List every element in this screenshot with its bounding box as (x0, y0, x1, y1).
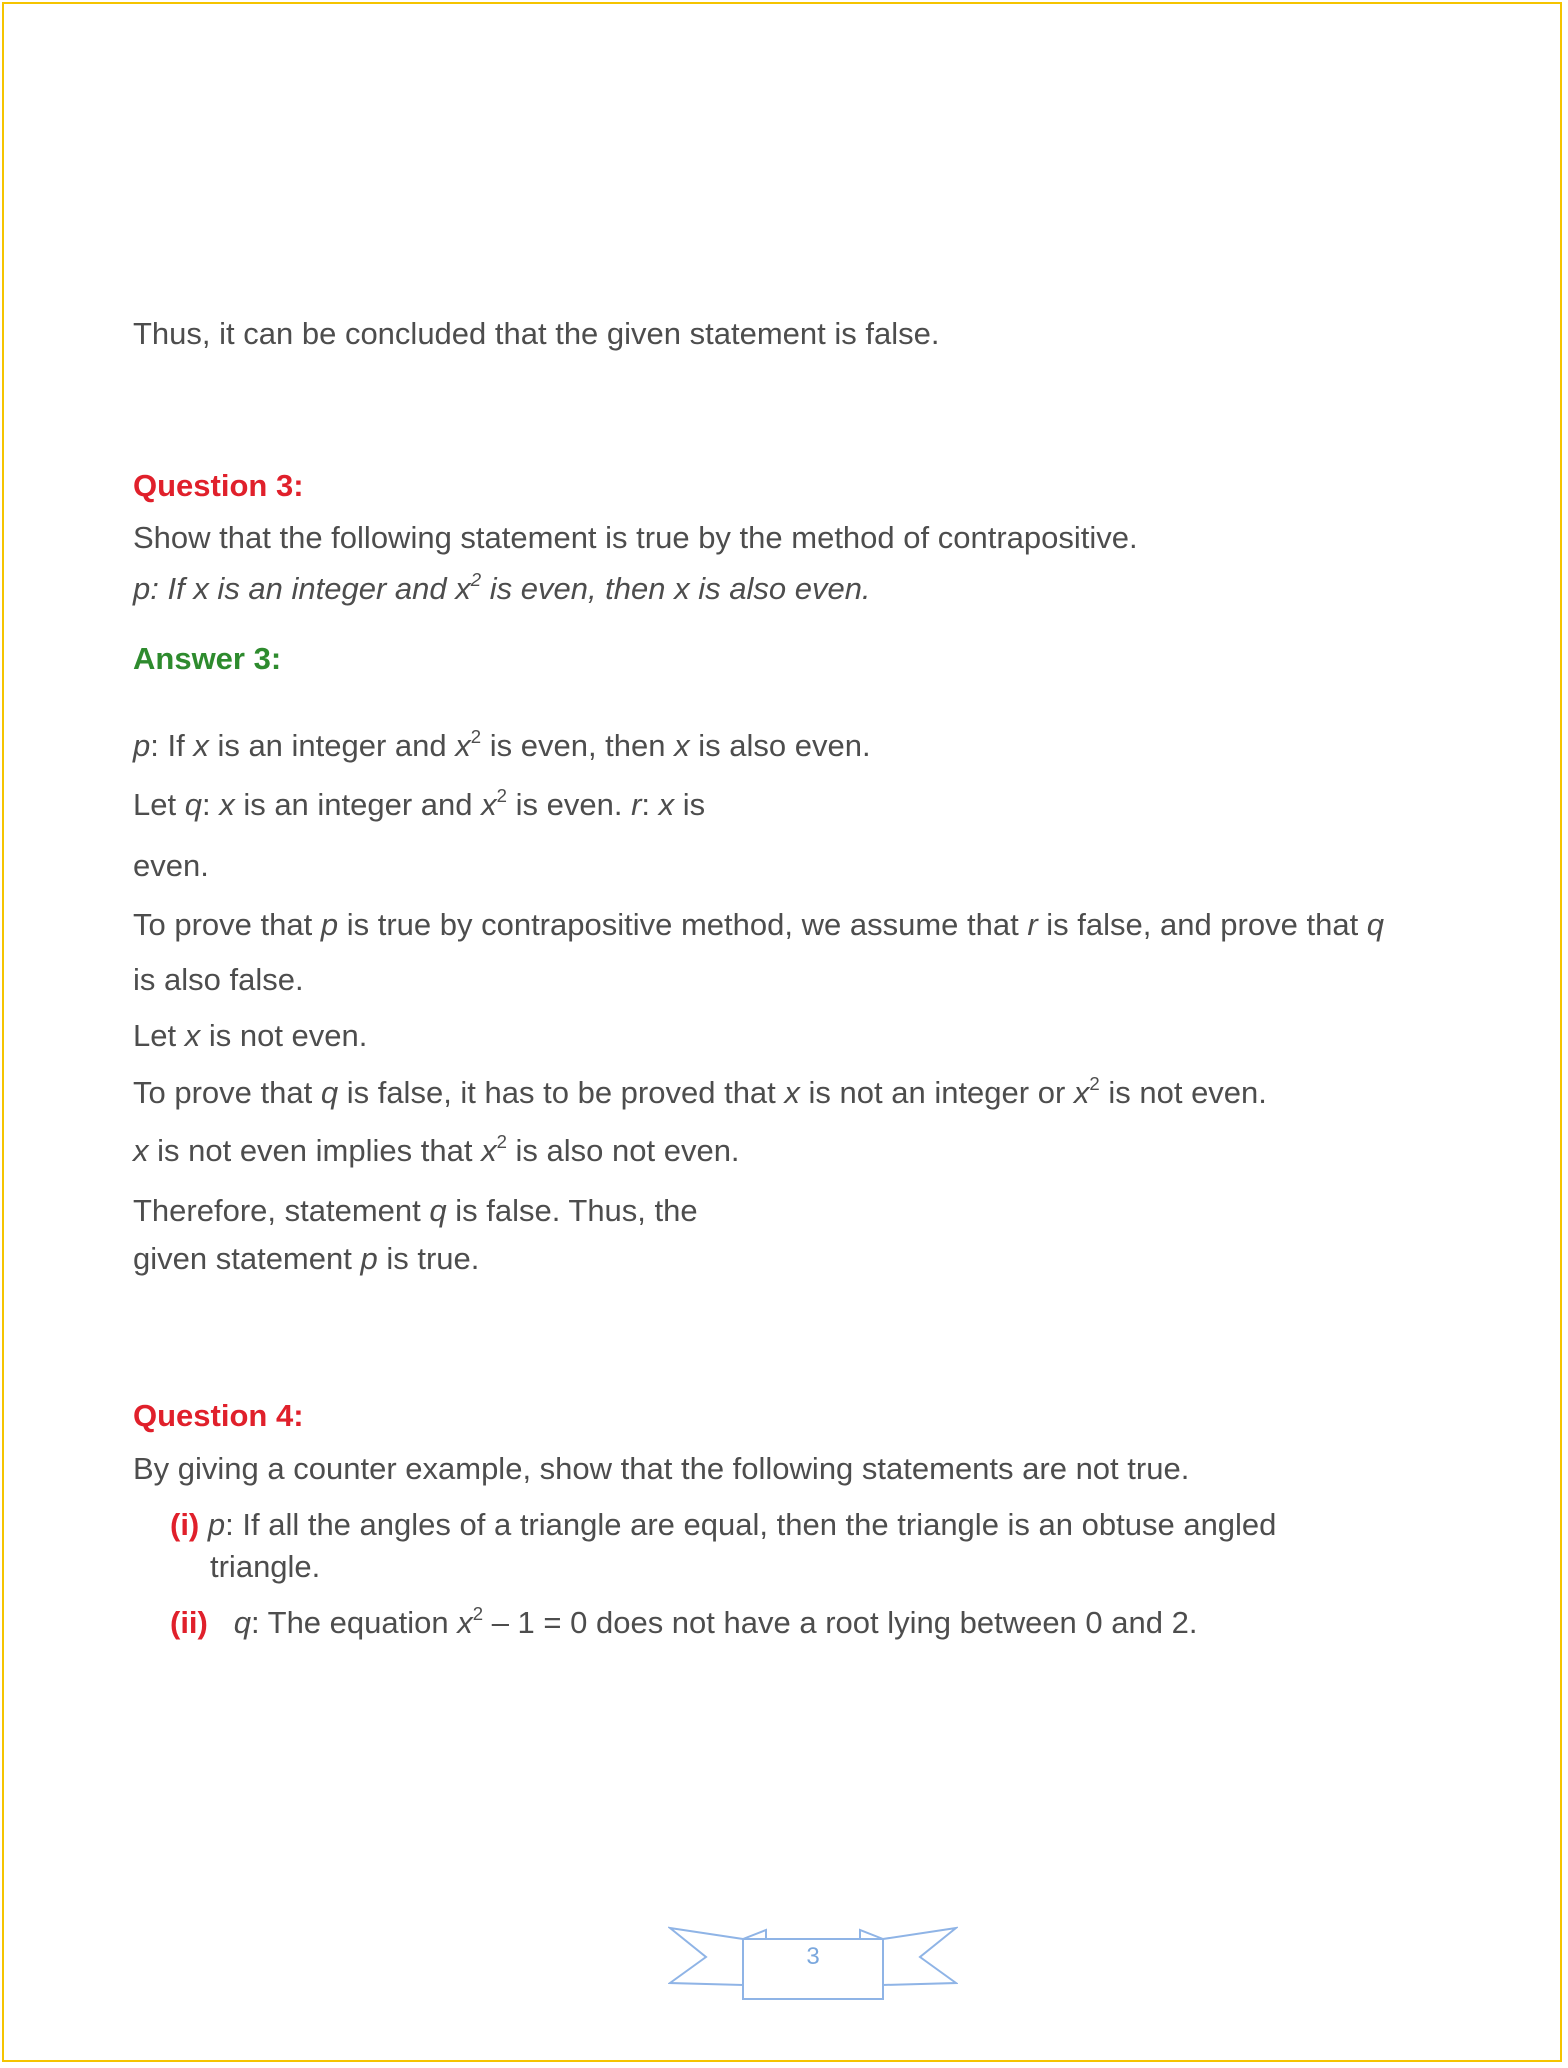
answer-3-line-4: To prove that p is true by contrapositive method, we assume that r is false, and prove that q (133, 907, 1385, 942)
question-4-heading: Question 4: (133, 1398, 304, 1433)
question-4-item-2: (ii) q: The equation $x^2 - 1 = 0$ does not have a root lying between 0 and 2. (170, 1602, 1198, 1640)
answer-3-line-9: Therefore, statement q is false. Thus, the (133, 1193, 698, 1228)
answer-3-line-6: Let x is not even. (133, 1018, 368, 1053)
page-number-ribbon (668, 1923, 958, 2003)
question-4-item-1-continued: triangle. (210, 1549, 321, 1584)
question-3-heading: Question 3: (133, 468, 304, 503)
answer-3-line-1: p: If x is an integer and $x^2$ is even, then x is also even. (133, 725, 871, 763)
answer-3-heading: Answer 3: (133, 641, 282, 676)
question-3-prompt: Show that the following statement is true by the method of contrapositive. (133, 520, 1138, 555)
question-3-statement: p: If x is an integer and $x^2$ is even, then x is also even. (133, 568, 871, 606)
answer-3-line-7: To prove that q is false, it has to be proved that x is not an integer or $x^2$ is not even. (133, 1072, 1267, 1110)
page-number: 3 (806, 1943, 820, 1970)
question-4-prompt: By giving a counter example, show that the following statements are not true. (133, 1451, 1190, 1486)
question-4-item-1: (i) p: If all the angles of a triangle are equal, then the triangle is an obtuse angled (170, 1507, 1277, 1542)
answer-3-line-5: is also false. (133, 962, 304, 997)
answer-3-line-3: even. (133, 848, 209, 883)
answer-3-line-2: Let q: x is an integer and $x^2$ is even. r: x is (133, 784, 706, 822)
answer-3-line-10: given statement p is true. (133, 1241, 480, 1276)
conclusion-text: Thus, it can be concluded that the given statement is false. (133, 316, 940, 351)
answer-3-line-8: x is not even implies that $x^2$ is also not even. (133, 1130, 740, 1168)
